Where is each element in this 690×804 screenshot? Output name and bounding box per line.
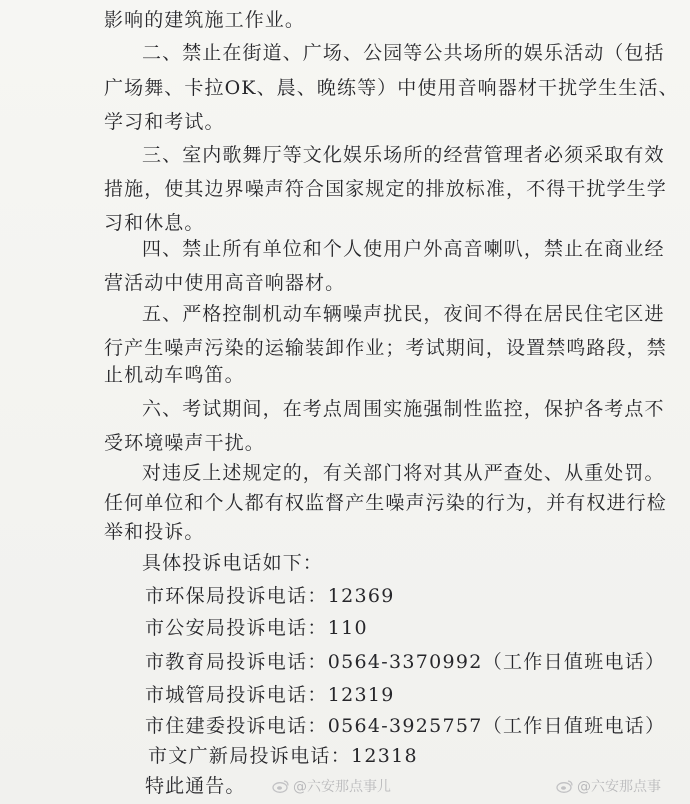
- text-line: 三、室内歌舞厅等文化娱乐场所的经营管理者必须采取有效: [142, 144, 665, 166]
- weibo-icon: [272, 779, 290, 793]
- watermark: [272, 776, 391, 796]
- text-line: 止机动车鸣笛。: [104, 364, 245, 386]
- text-line: 行产生噪声污染的运输装卸作业；考试期间，设置禁鸣路段，禁: [104, 337, 667, 359]
- watermark-text: @六安那点事: [577, 779, 661, 795]
- contact-item: 市环保局投诉电话：12369: [145, 585, 395, 607]
- closing-text: 特此通告。: [145, 775, 246, 797]
- weibo-icon: [556, 779, 574, 793]
- contact-item: 市公安局投诉电话：110: [145, 617, 368, 639]
- text-line: 二、禁止在街道、广场、公园等公共场所的娱乐活动（包括: [142, 42, 665, 64]
- contact-item: 市文广新局投诉电话：12318: [148, 745, 418, 767]
- watermark: [556, 776, 661, 796]
- complaint-intro: 具体投诉电话如下：: [142, 552, 323, 574]
- text-line: 举和投诉。: [104, 521, 205, 543]
- text-line: 措施，使其边界噪声符合国家规定的排放标准，不得干扰学生学: [104, 178, 667, 200]
- text-line: 任何单位和个人都有权监督产生噪声污染的行为，并有权进行检: [104, 492, 667, 514]
- text-line: 习和休息。: [104, 212, 205, 234]
- text-line: 影响的建筑施工作业。: [104, 9, 306, 31]
- text-line: 广场舞、卡拉OK、晨、晚练等）中使用音响器材干扰学生生活、: [104, 77, 679, 99]
- text-line: 六、考试期间，在考点周围实施强制性监控，保护各考点不: [142, 398, 665, 420]
- text-line: 对违反上述规定的，有关部门将对其从严查处、从重处罚。: [142, 462, 665, 484]
- text-line: 营活动中使用高音响器材。: [104, 272, 346, 294]
- contact-item: 市教育局投诉电话：0564-3370992（工作日值班电话）: [145, 651, 666, 673]
- watermark-text: @六安那点事儿: [293, 779, 391, 795]
- text-line: 四、禁止所有单位和个人使用户外高音喇叭，禁止在商业经: [142, 238, 665, 260]
- text-line: 学习和考试。: [104, 111, 225, 133]
- text-line: 受环境噪声干扰。: [104, 432, 265, 454]
- text-line: 五、严格控制机动车辆噪声扰民，夜间不得在居民住宅区进: [142, 303, 665, 325]
- contact-item: 市城管局投诉电话：12319: [145, 684, 395, 706]
- contact-item: 市住建委投诉电话：0564-3925757（工作日值班电话）: [145, 715, 666, 737]
